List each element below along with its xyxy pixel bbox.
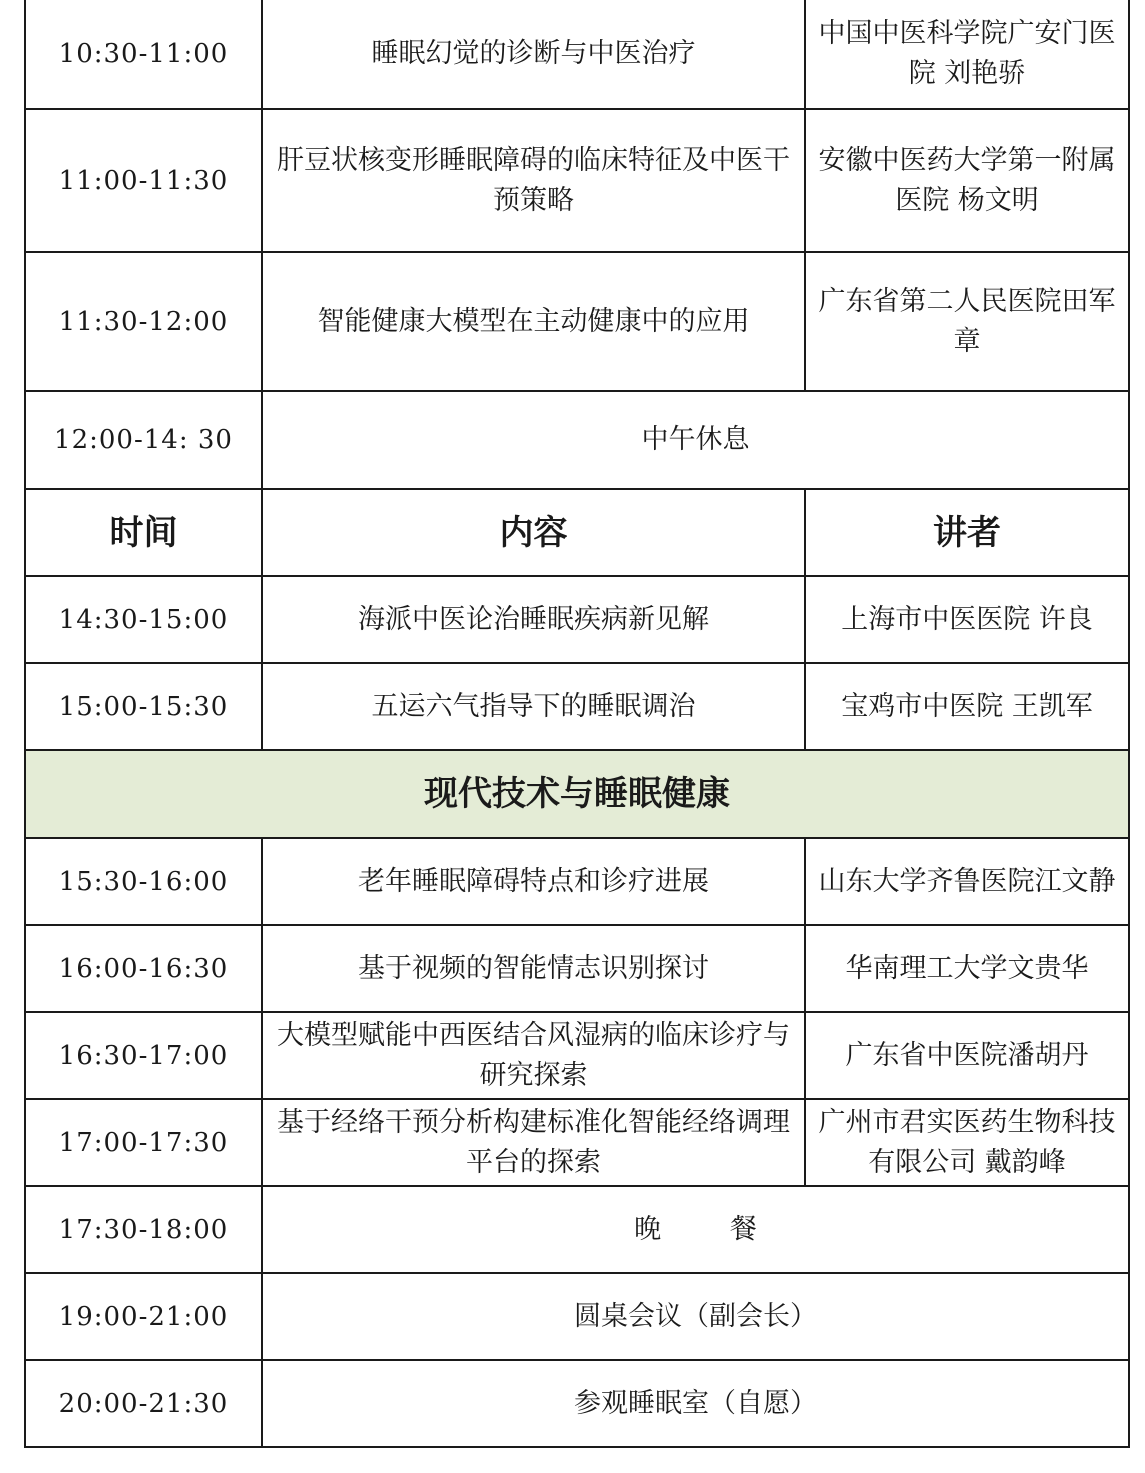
content-cell: 睡眠幻觉的诊断与中医治疗 bbox=[262, 0, 805, 109]
content-cell: 基于经络干预分析构建标准化智能经络调理平台的探索 bbox=[262, 1099, 805, 1186]
time-cell: 19:00-21:00 bbox=[25, 1273, 262, 1360]
table-row bbox=[25, 1012, 1129, 1099]
table-row bbox=[25, 109, 1129, 252]
time-cell: 10:30-11:00 bbox=[25, 0, 262, 109]
content-cell: 晚 餐 bbox=[262, 1186, 1129, 1273]
time-cell: 14:30-15:00 bbox=[25, 576, 262, 663]
table-row bbox=[25, 0, 1129, 109]
table-row bbox=[25, 576, 1129, 663]
speaker-cell: 广东省第二人民医院田军章 bbox=[805, 252, 1129, 391]
content-cell: 基于视频的智能情志识别探讨 bbox=[262, 925, 805, 1012]
time-cell: 11:00-11:30 bbox=[25, 109, 262, 252]
section-title: 现代技术与睡眠健康 bbox=[25, 750, 1129, 838]
content-cell: 智能健康大模型在主动健康中的应用 bbox=[262, 252, 805, 391]
content-cell: 海派中医论治睡眠疾病新见解 bbox=[262, 576, 805, 663]
time-cell: 15:00-15:30 bbox=[25, 663, 262, 750]
table-row bbox=[25, 1099, 1129, 1186]
speaker-cell: 华南理工大学文贵华 bbox=[805, 925, 1129, 1012]
time-cell: 15:30-16:00 bbox=[25, 838, 262, 925]
table-row bbox=[25, 1360, 1129, 1447]
time-cell: 17:00-17:30 bbox=[25, 1099, 262, 1186]
content-cell: 圆桌会议（副会长） bbox=[262, 1273, 1129, 1360]
table-row bbox=[25, 838, 1129, 925]
table-row bbox=[25, 252, 1129, 391]
time-cell: 16:00-16:30 bbox=[25, 925, 262, 1012]
time-cell: 16:30-17:00 bbox=[25, 1012, 262, 1099]
content-cell: 参观睡眠室（自愿） bbox=[262, 1360, 1129, 1447]
table-row bbox=[25, 391, 1129, 489]
header-time: 时间 bbox=[25, 489, 262, 576]
content-cell: 老年睡眠障碍特点和诊疗进展 bbox=[262, 838, 805, 925]
time-cell: 17:30-18:00 bbox=[25, 1186, 262, 1273]
time-cell: 11:30-12:00 bbox=[25, 252, 262, 391]
schedule-table bbox=[24, 0, 1130, 1448]
time-cell: 12:00-14: 30 bbox=[25, 391, 262, 489]
speaker-cell: 宝鸡市中医院 王凯军 bbox=[805, 663, 1129, 750]
content-cell: 大模型赋能中西医结合风湿病的临床诊疗与研究探索 bbox=[262, 1012, 805, 1099]
speaker-cell: 安徽中医药大学第一附属医院 杨文明 bbox=[805, 109, 1129, 252]
table-row bbox=[25, 1186, 1129, 1273]
table-row bbox=[25, 1273, 1129, 1360]
speaker-cell: 中国中医科学院广安门医院 刘艳骄 bbox=[805, 0, 1129, 109]
content-cell: 肝豆状核变形睡眠障碍的临床特征及中医干预策略 bbox=[262, 109, 805, 252]
speaker-cell: 广东省中医院潘胡丹 bbox=[805, 1012, 1129, 1099]
table-row bbox=[25, 663, 1129, 750]
header-content: 内容 bbox=[262, 489, 805, 576]
speaker-cell: 广州市君实医药生物科技有限公司 戴韵峰 bbox=[805, 1099, 1129, 1186]
speaker-cell: 上海市中医医院 许良 bbox=[805, 576, 1129, 663]
time-cell: 20:00-21:30 bbox=[25, 1360, 262, 1447]
content-cell: 五运六气指导下的睡眠调治 bbox=[262, 663, 805, 750]
content-cell: 中午休息 bbox=[262, 391, 1129, 489]
header-speaker: 讲者 bbox=[805, 489, 1129, 576]
table-header-row bbox=[25, 489, 1129, 576]
speaker-cell: 山东大学齐鲁医院江文静 bbox=[805, 838, 1129, 925]
section-row bbox=[25, 750, 1129, 838]
table-row bbox=[25, 925, 1129, 1012]
